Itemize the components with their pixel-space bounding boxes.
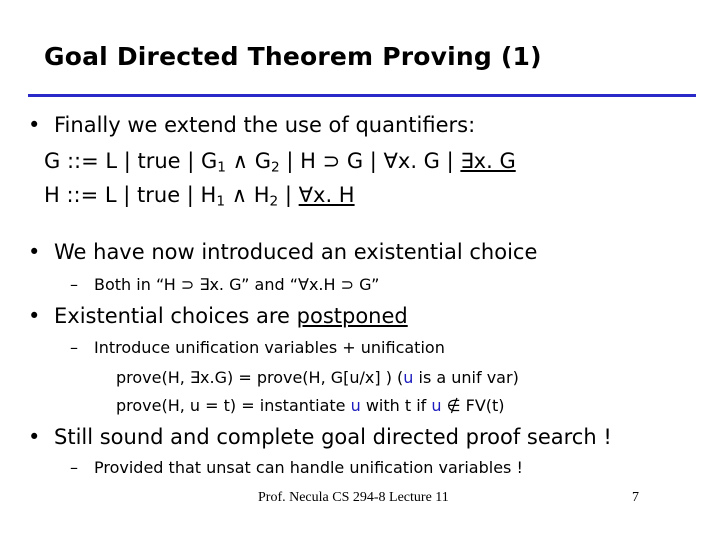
grammar-h-subscript: 2	[269, 193, 279, 210]
unif-var: u	[350, 396, 361, 415]
grammar-h-subscript: 1	[216, 193, 226, 210]
slide-title: Goal Directed Theorem Proving (1)	[44, 42, 542, 71]
grammar-g-part: G ::= L | true | G	[44, 149, 218, 173]
grammar-g-part: | H ⊃ G | ∀x. G |	[279, 149, 461, 173]
bullet-quantifiers	[28, 113, 475, 137]
dash-marker: –	[70, 275, 78, 294]
subbullet-both-in	[70, 275, 379, 294]
prove-text: prove(H, ∃x.G) = prove(H, G[u/x] ) (	[116, 368, 404, 387]
prove-text: ∉ FV(t)	[441, 396, 505, 415]
footer-text: Prof. Necula CS 294-8 Lecture 11	[258, 490, 449, 505]
bullet-marker: •	[28, 240, 41, 264]
grammar-h-part: |	[278, 183, 299, 207]
unif-var: u	[431, 396, 442, 415]
grammar-g-exists: ∃x. G	[460, 149, 516, 173]
grammar-h	[44, 183, 355, 209]
subbullet-unsat	[70, 458, 523, 477]
bullet-marker: •	[28, 425, 41, 449]
title-rule	[28, 94, 696, 97]
bullet-text: Existential choices are	[54, 304, 297, 328]
grammar-g-subscript: 2	[270, 159, 280, 176]
grammar-h-part: ∧ H	[225, 183, 270, 207]
bullet-existential-choice	[28, 240, 537, 264]
prove-text: is a unif var)	[413, 368, 519, 387]
grammar-g-subscript: 1	[217, 159, 226, 176]
grammar-g-part: ∧ G	[225, 149, 271, 173]
subbullet-text: Introduce unification variables + unification	[94, 338, 445, 357]
prove-text: with t if	[360, 396, 432, 415]
dash-marker: –	[70, 458, 78, 477]
prove-equality-line	[116, 396, 505, 415]
subbullet-text: Both in “H ⊃ ∃x. G” and “∀x.H ⊃ G”	[94, 275, 380, 294]
bullet-marker: •	[28, 113, 41, 137]
bullet-sound-complete	[28, 425, 612, 449]
bullet-text: Still sound and complete goal directed proof search !	[54, 425, 612, 449]
prove-text: prove(H, u = t) = instantiate	[116, 396, 351, 415]
bullet-postponed	[28, 304, 408, 328]
grammar-h-part: H ::= L | true | H	[44, 183, 217, 207]
prove-exists-line	[116, 368, 519, 387]
grammar-g	[44, 149, 516, 175]
unif-var: u	[403, 368, 414, 387]
bullet-marker: •	[28, 304, 41, 328]
dash-marker: –	[70, 338, 78, 357]
subbullet-text: Provided that unsat can handle unification variables !	[94, 458, 523, 477]
subbullet-unification	[70, 338, 445, 357]
grammar-h-forall: ∀x. H	[298, 183, 355, 207]
postponed-word: postponed	[296, 304, 408, 328]
bullet-text: We have now introduced an existential choice	[54, 240, 538, 264]
bullet-text: Finally we extend the use of quantifiers:	[54, 113, 476, 137]
page-number: 7	[632, 490, 639, 505]
